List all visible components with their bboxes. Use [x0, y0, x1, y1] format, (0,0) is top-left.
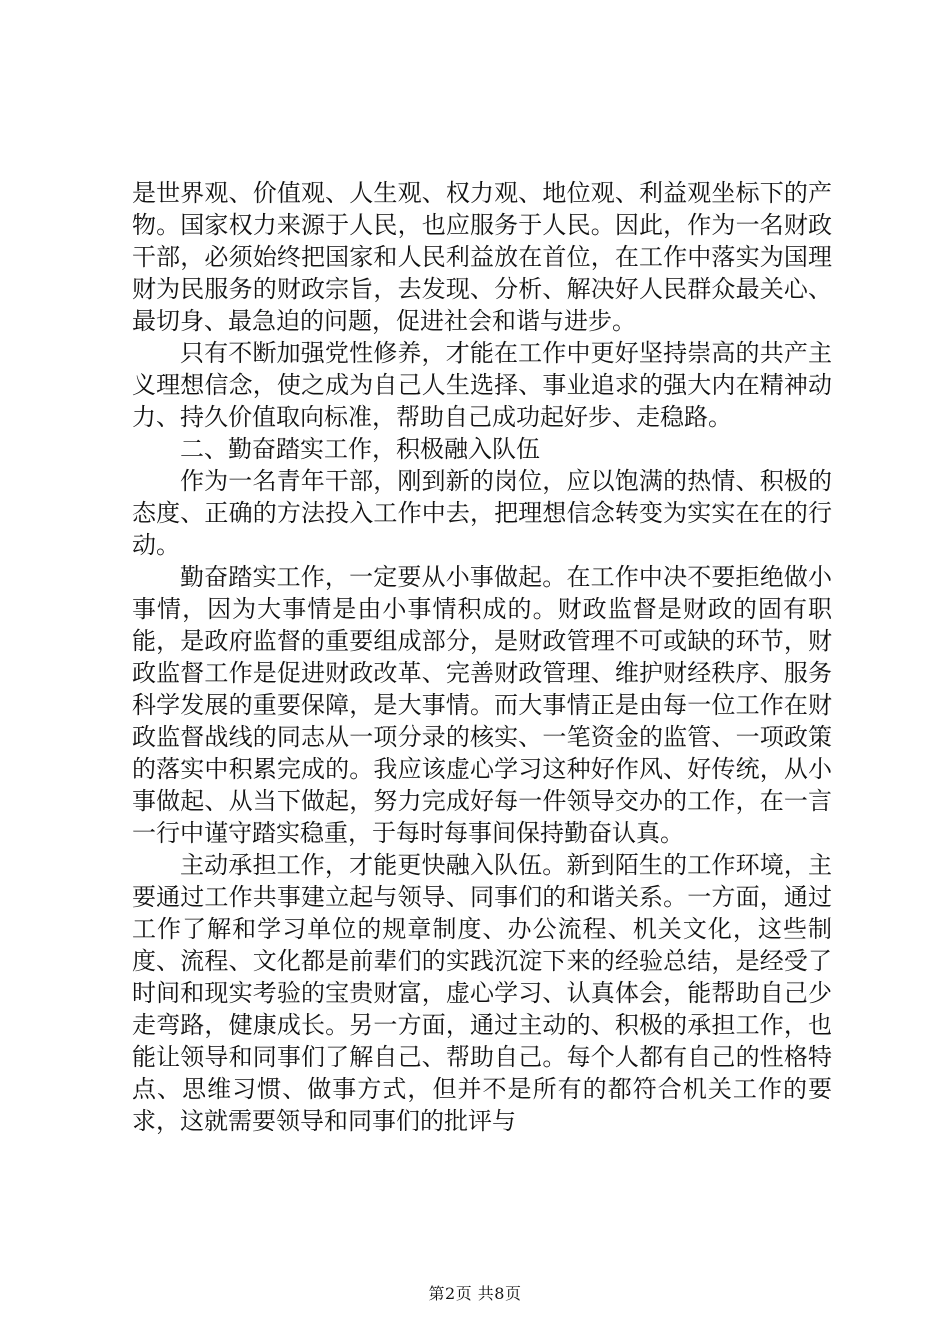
paragraph-5: 主动承担工作，才能更快融入队伍。新到陌生的工作环境，主要通过工作共事建立起与领导、同事们的和谐关系。一方面，通过工作了解和学习单位的规章制度、办公流程、机关文化，这些制度、流程、文化都是前辈们的实践沉淀下来的经验总结，是经受了时间和现实考验的宝贵财富，虚心学习、认真体会，能帮助自己少走弯路，健康成长。另一方面，通过主动的、积极的承担工作，也能让领导和同事们了解自己、帮助自己。每个人都有自己的性格特点、思维习惯、做事方式，但并不是所有的都符合机关工作的要求，这就需要领导和同事们的批评与 — [132, 851, 832, 1135]
paragraph-2: 只有不断加强党性修养，才能在工作中更好坚持崇高的共产主义理想信念，使之成为自己人生选择、事业追求的强大内在精神动力、持久价值取向标准，帮助自己成功起好步、走稳路。 — [132, 339, 832, 431]
paragraph-1: 是世界观、价值观、人生观、权力观、地位观、利益观坐标下的产物。国家权力来源于人民，也应服务于人民。因此，作为一名财政干部，必须始终把国家和人民利益放在首位，在工作中落实为国理财为民服务的财政宗旨，去发现、分析、解决好人民群众最关心、最切身、最急迫的问题，促进社会和谐与进步。 — [132, 179, 832, 335]
document-body — [132, 177, 832, 1137]
paragraph-3: 作为一名青年干部，刚到新的岗位，应以饱满的热情、积极的态度、正确的方法投入工作中去，把理想信念转变为实实在在的行动。 — [132, 467, 832, 559]
paragraph-4: 勤奋踏实工作，一定要从小事做起。在工作中决不要拒绝做小事情，因为大事情是由小事情积成的。财政监督是财政的固有职能，是政府监督的重要组成部分，是财政管理不可或缺的环节，财政监督工作是促进财政改革、完善财政管理、维护财经秩序、服务科学发展的重要保障，是大事情。而大事情正是由每一位工作在财政监督战线的同志从一项分录的核实、一笔资金的监管、一项政策的落实中积累完成的。我应该虚心学习这种好作风、好传统，从小事做起、从当下做起，努力完成好每一件领导交办的工作，在一言一行中谨守踏实稳重，于每时每事间保持勤奋认真。 — [132, 563, 832, 847]
page-footer: 第2页 共8页 — [428, 1284, 522, 1303]
section-heading: 二、勤奋踏实工作，积极融入队伍 — [180, 435, 540, 463]
